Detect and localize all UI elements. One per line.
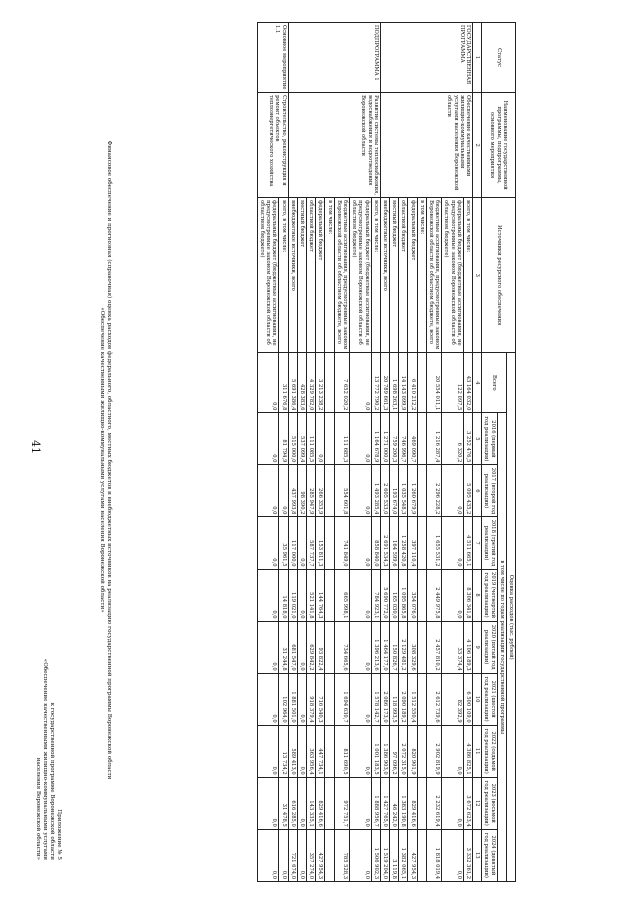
cell-year-value: 0,0 [297,517,306,569]
cell-year-value [417,413,426,465]
header-year: 2020 (пятый год реализации) [482,621,497,673]
cell-year-value: 193 674,0 [389,465,398,517]
cell-year-value: 2 072 315,0 [399,725,408,777]
cell-year-value: 0,0 [279,465,288,517]
cell-year-value: 1 694 630,7 [334,673,349,725]
cell-total: 20 789 661,3 [380,353,389,413]
cell-year-value: 0,0 [297,673,306,725]
cell-year-value: 1 260 679,9 [408,465,417,517]
cell-year-value: 2 086 173,0 [380,673,389,725]
caption-line: Финансовое обеспечение и прогнозная (справочная) оценка расходов федерального, областного, местных бюджетов и внебюджетных источников на реализацию государственной программы Воронежской области [106,140,112,780]
row-source: федеральный бюджет (бюджетные ассигнования, не предусмотренные законом Воронежской области об областном бюджете) [257,198,279,353]
cell-year-value: 0,0 [297,725,306,777]
cell-total: 311 676,8 [279,353,288,413]
cell-total: 13 772 790,2 [371,353,380,413]
cell-year-value: 1 888 956,7 [371,777,380,829]
cell-year-value: 1 383 190,8 [399,777,408,829]
cell-year-value: 357 274,0 [306,829,315,881]
cell-year-value: 93 822,4 [316,621,325,673]
cell-year-value: 5 690 772,0 [380,569,389,621]
row-source: бюджетные ассигнования, предусмотренные законом Воронежской области об областном бюджете, всего [334,198,349,353]
cell-year-value: 4 106 189,3 [463,621,472,673]
row-program-name: Развитие системы теплоснабжения, водоснабжения и водоотведения Воронежской области [288,93,380,198]
row-source: в том числе: [325,198,334,353]
appendix-line: населения Воронежской области» [35,757,41,860]
cell-year-value: 4 386 825,1 [463,725,472,777]
cell-year-value: 1 258 420,8 [399,517,408,569]
cell-year-value: 6 500 109,0 [463,673,472,725]
cell-year-value: 741 849,0 [334,517,349,569]
cell-year-value: 0,0 [349,829,371,881]
cell-year-value [417,829,426,881]
row-source: федеральный бюджет (бюджетные ассигнования, не предусмотренные законом Воронежской области об областном бюджете) [349,198,371,353]
cell-total: 3 213 238,2 [316,353,325,413]
finance-table [257,22,516,882]
cell-total: 6 410 212,2 [408,353,417,413]
cell-year-value [325,829,334,881]
cell-year-value: 3 672 623,4 [463,777,472,829]
document-caption [98,100,112,820]
row-program-name: Обеспечение качественными жилищно-коммунальными услугами населения Воронежской области [380,93,472,198]
cell-year-value: 0,0 [442,517,464,569]
cell-year-value: 13 734,2 [279,725,288,777]
cell-year-value: 629 842,2 [306,621,315,673]
cell-year-value: 918 379,4 [306,673,315,725]
cell-year-value [417,777,426,829]
header-status: Статус [482,23,516,93]
cell-year-value: 616 285,0 [288,777,297,829]
header-year: 2022 (седьмой год реализации) [482,725,497,777]
cell-year-value: 746 996,7 [399,413,408,465]
cell-year-value: 3 119,8 [389,829,398,881]
appendix-line: Приложение № 5 [56,809,62,860]
cell-year-value: 6 320,2 [442,413,464,465]
cell-year-value: 4 511 665,1 [463,517,472,569]
row-source: областной бюджет [399,198,408,353]
appendix-line: «Обеспечение качественными жилищно-коммунальными услугами [42,658,48,860]
cell-year-value: 2 232 619,4 [426,777,441,829]
cell-year-value [325,621,334,673]
cell-year-value: 285 947,9 [306,465,315,517]
header-col-number: 11 [472,725,481,777]
cell-total: 1 698 263,1 [389,353,398,413]
header-name: Наименование государственной программы, подпрограммы, основного мероприятия [482,93,516,198]
row-source: в том числе: [417,198,426,353]
cell-year-value [325,413,334,465]
cell-year-value: 1 506 902,3 [371,829,380,881]
cell-total: 0,0 [257,353,279,413]
cell-year-value: 31 244,8 [279,621,288,673]
row-source: всего, в том числе: [371,198,380,353]
cell-year-value: 0,0 [297,621,306,673]
table-row [279,23,288,882]
cell-year-value: 117 000,0 [288,517,297,569]
cell-year-value: 363 956,4 [306,725,315,777]
cell-year-value: 589 413,0 [288,725,297,777]
header-col-number: 2 [472,93,481,198]
cell-year-value: 537 099,4 [297,413,306,465]
cell-year-value: 972 751,7 [334,777,349,829]
header-total: Всего [482,353,507,413]
cell-year-value: 2 129 481,2 [399,621,408,673]
cell-year-value: 665 998,1 [334,569,349,621]
header-col-number: 7 [472,517,481,569]
cell-year-value: 716 540,3 [316,673,325,725]
cell-year-value: 35 961,5 [279,517,288,569]
header-col-number: 6 [472,465,481,517]
cell-year-value: 164 599,6 [389,517,398,569]
row-source: местный бюджет [297,198,306,353]
cell-total: 428 383,6 [297,353,306,413]
cell-year-value: 1 164 678,9 [371,413,380,465]
header-year: 2018 (третий год реализации) [482,517,497,569]
cell-year-value: 1 512 550,4 [408,673,417,725]
cell-year-value: 143 335,1 [306,777,315,829]
cell-year-value [417,725,426,777]
cell-year-value [325,725,334,777]
cell-year-value: 0,0 [257,621,279,673]
row-source: бюджетные ассигнования, предусмотренные законом Воронежской области об областном бюджете, всего [426,198,441,353]
cell-year-value: 1 386 903,0 [380,725,389,777]
cell-year-value: 0,0 [349,621,371,673]
cell-total: 14 143 099,9 [399,353,408,413]
header-year: 2017 (второй год реализации) [482,465,497,517]
row-status: ПОДПРОГРАММА 1 [288,23,380,93]
cell-year-value: 2 605 533,0 [380,465,389,517]
cell-total: 122 097,5 [442,353,464,413]
cell-year-value: 2 457 810,2 [426,621,441,673]
cell-year-value: 1 464 177,0 [380,621,389,673]
cell-year-value: 1 216 287,4 [426,413,441,465]
row-source: всего, в том числе: [463,198,472,353]
cell-year-value: 1 493 285,4 [371,465,380,517]
header-sources: Источники ресурсного обеспечения [482,198,516,353]
cell-year-value: 14 818,0 [279,569,288,621]
header-col-number: 1 [472,23,481,93]
cell-year-value: 2 449 975,8 [426,569,441,621]
cell-year-value: 1 881 501,0 [288,673,297,725]
cell-year-value: 734 665,6 [334,621,349,673]
cell-year-value: 1 519 204,0 [380,829,389,881]
cell-year-value: 1 655 531,2 [426,517,441,569]
table-body [257,23,472,882]
table-head [472,23,515,882]
cell-year-value: 1 035 548,3 [399,465,408,517]
cell-year-value: 554 601,8 [334,465,349,517]
cell-year-value: 0,0 [279,829,288,881]
cell-year-value: 0,0 [349,777,371,829]
cell-year-value: 587 737,7 [306,517,315,569]
row-status: ГОСУДАРСТВЕННАЯ ПРОГРАММА [380,23,472,93]
cell-year-value [417,517,426,569]
cell-year-value: 5 095 435,2 [463,465,472,517]
cell-year-value: 0,0 [442,465,464,517]
header-year: 2024 (девятый год реализации) [482,829,497,881]
cell-year-value [325,517,334,569]
cell-year-value: 397 110,4 [408,517,417,569]
cell-year-value: 521 141,8 [306,569,315,621]
cell-year-value [417,465,426,517]
cell-year-value: 0,0 [297,829,306,881]
header-col-number: 13 [472,829,481,881]
header-col-number: 5 [472,413,481,465]
header-by-years: в том числе по годам реализации государственной программы [497,413,506,882]
cell-year-value: 82 392,9 [442,673,464,725]
cell-total [417,353,426,413]
cell-year-value: 829 416,6 [316,777,325,829]
cell-year-value: 111 685,3 [334,413,349,465]
cell-total: 7 652 020,2 [334,353,349,413]
cell-year-value: 0,0 [257,517,279,569]
cell-year-value: 858 840,0 [371,517,380,569]
header-year: 2023 (восьмой год реализации) [482,777,497,829]
cell-year-value: 0,0 [442,777,464,829]
row-status: Основное мероприятие 1.1 [257,23,288,93]
table-row [371,23,380,882]
cell-year-value: 153 811,3 [316,517,325,569]
cell-year-value: 0,0 [297,777,306,829]
row-source: внебюджетные источники, всего [380,198,389,353]
cell-year-value: 31 478,5 [279,777,288,829]
cell-year-value: 354 076,0 [408,569,417,621]
cell-year-value: 266 353,9 [316,465,325,517]
page-number: 41 [29,440,42,454]
cell-year-value: 0,0 [442,569,464,621]
cell-year-value: 829 416,6 [408,777,417,829]
cell-year-value: 447 734,1 [316,725,325,777]
cell-total: 0,0 [349,353,371,413]
cell-year-value: 308 329,6 [408,621,417,673]
row-source: федеральный бюджет [316,198,325,353]
caption-line: «Обеспечение качественными жилищно-коммунальными услугами населения Воронежской области» [99,307,105,613]
header-col-number: 4 [472,353,481,413]
cell-year-value: 2 902 819,9 [426,725,441,777]
cell-year-value: 3 252 476,5 [463,413,472,465]
cell-year-value: 469 090,7 [408,413,417,465]
cell-year-value: 8 306 341,8 [463,569,472,621]
cell-year-value: 1 578 142,7 [371,673,380,725]
cell-year-value: 1 095 865,8 [399,569,408,621]
cell-year-value: 0,0 [297,569,306,621]
cell-year-value: 0,0 [349,569,371,621]
cell-year-value: 81 794,9 [279,413,288,465]
cell-year-value: 2 691 534,3 [380,517,389,569]
cell-total: 20 554 011,1 [426,353,441,413]
cell-year-value: 0,0 [442,725,464,777]
row-source: всего, в том числе: [279,198,288,353]
row-source: местный бюджет [389,198,398,353]
cell-year-value: 785 528,3 [334,829,349,881]
cell-year-value [417,569,426,621]
cell-year-value: 820 901,9 [408,725,417,777]
header-estimate: Оценка расходов (тыс. рублей) [506,353,515,882]
cell-year-value: 0,0 [349,673,371,725]
row-program-name: Строительство, реконструкция и ремонт объектов теплоэнергетического хозяйства [257,93,288,198]
cell-year-value: 2 090 189,2 [399,673,408,725]
cell-year-value: 681 547,0 [288,621,297,673]
row-source: федеральный бюджет [408,198,417,353]
cell-year-value: 46 242,0 [389,777,398,829]
header-year: 2019 (четвертый год реализации) [482,569,497,621]
cell-year-value: 811 690,5 [334,725,349,777]
cell-year-value: 1 271 000,0 [380,413,389,465]
cell-year-value: 0,0 [349,725,371,777]
cell-total [325,353,334,413]
cell-year-value: 2 296 228,2 [426,465,441,517]
header-col-number: 3 [472,198,481,353]
row-source: внебюджетные источники, всего [288,198,297,353]
cell-year-value: 0,0 [257,413,279,465]
cell-year-value: 119 021,0 [288,569,297,621]
header-col-number: 10 [472,673,481,725]
cell-year-value: 97 096,2 [389,725,398,777]
cell-year-value: 1 382 065,1 [399,829,408,881]
cell-year-value: 98 390,2 [297,465,306,517]
cell-total: 43 164 032,0 [463,353,472,413]
cell-year-value: 1 818 019,4 [426,829,441,881]
appendix-note [34,500,62,860]
table-row [463,23,472,882]
cell-year-value: 0,0 [257,777,279,829]
cell-year-value: 1 001 183,5 [371,725,380,777]
cell-year-value [417,621,426,673]
cell-year-value: 1 427 765,0 [380,777,389,829]
cell-year-value: 427 954,3 [316,829,325,881]
cell-year-value: 759 200,3 [389,413,398,465]
cell-year-value: 784 923,1 [371,569,380,621]
cell-year-value: 515 000,0 [288,413,297,465]
header-numbers-row [472,23,481,882]
header-year: 2016 (первый год реализации) [482,413,497,465]
header-col-number: 9 [472,621,481,673]
cell-total: 5 691 386,4 [288,353,297,413]
cell-year-value: 0,0 [442,829,464,881]
header-col-number: 12 [472,777,481,829]
cell-year-value: 1 396 213,6 [371,621,380,673]
cell-year-value: 0,0 [257,829,279,881]
cell-year-value: 0,0 [349,465,371,517]
cell-year-value: 111 085,5 [306,413,315,465]
cell-year-value [417,673,426,725]
row-source: областной бюджет [306,198,315,353]
cell-year-value: 0,0 [257,569,279,621]
header-year: 2021 (шестой год реализации) [482,673,497,725]
cell-year-value: 0,0 [349,413,371,465]
cell-year-value: 165 030,0 [389,569,398,621]
cell-year-value: 144 764,3 [316,569,325,621]
cell-year-value [325,569,334,621]
cell-year-value: 721 674,0 [288,829,297,881]
cell-year-value: 33 374,4 [442,621,464,673]
cell-year-value: 102 964,0 [279,673,288,725]
cell-year-value: 150 826,7 [389,621,398,673]
cell-year-value: 0,0 [257,673,279,725]
cell-year-value [325,673,334,725]
cell-year-value: 0,0 [257,725,279,777]
cell-year-value: 0,0 [349,517,371,569]
cell-year-value: 427 954,3 [408,829,417,881]
cell-year-value: 0,0 [316,413,325,465]
cell-total: 4 329 782,0 [306,353,315,413]
row-source: федеральный бюджет (бюджетные ассигнования, не предусмотренные законом Воронежской области об областном бюджете) [442,198,464,353]
header-col-number: 8 [472,569,481,621]
appendix-line: к государственной программе Воронежской области [49,702,55,860]
cell-year-value: 0,0 [257,465,279,517]
cell-year-value: 3 332 361,2 [463,829,472,881]
cell-year-value [325,777,334,829]
cell-year-value [325,465,334,517]
cell-year-value: 437 993,8 [288,465,297,517]
cell-year-value: 118 993,5 [389,673,398,725]
cell-year-value: 2 612 739,6 [426,673,441,725]
